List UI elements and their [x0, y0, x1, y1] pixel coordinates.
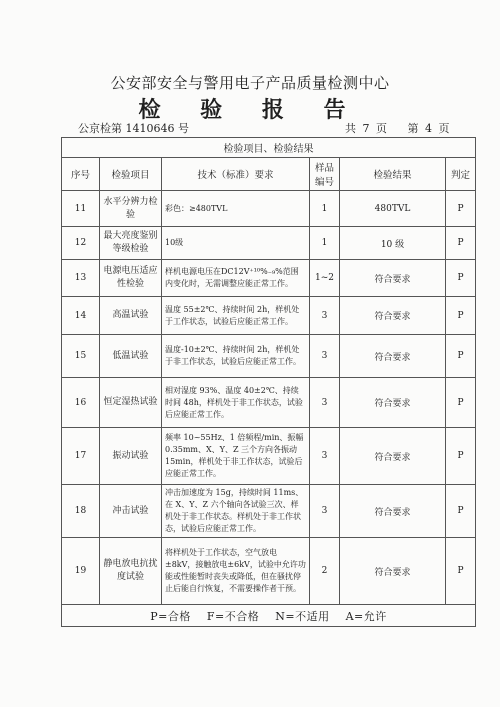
sample-number: 1 [310, 227, 340, 260]
results-table [61, 137, 476, 627]
row-number: 15 [62, 335, 100, 378]
test-item: 高温试验 [100, 297, 162, 335]
test-item: 低温试验 [100, 335, 162, 378]
test-item: 最大亮度鉴别等级检验 [100, 227, 162, 260]
table-row [62, 260, 476, 297]
test-result: 符合要求 [340, 485, 446, 538]
test-item: 电源电压适应性检验 [100, 260, 162, 297]
sample-number: 1 [310, 191, 340, 227]
table-row [62, 378, 476, 428]
test-result: 480TVL [340, 191, 446, 227]
row-number: 19 [62, 538, 100, 605]
row-number: 17 [62, 428, 100, 485]
test-result: 符合要求 [340, 297, 446, 335]
section-title: 检验项目、检验结果 [62, 138, 476, 158]
row-number: 12 [62, 227, 100, 260]
report-number: 公京检第 1410646 号 [78, 122, 189, 135]
judgement: P [446, 260, 476, 297]
test-result: 符合要求 [340, 378, 446, 428]
judgement: P [446, 378, 476, 428]
judgement: P [446, 428, 476, 485]
sample-number: 3 [310, 335, 340, 378]
sample-number: 2 [310, 538, 340, 605]
legend-pass: P=合格 [150, 609, 191, 623]
table-row [62, 485, 476, 538]
test-item: 静电放电抗扰度试验 [100, 538, 162, 605]
organization-name: 公安部安全与警用电子产品质量检测中心 [110, 74, 390, 92]
requirement: 10级 [162, 227, 310, 260]
row-number: 13 [62, 260, 100, 297]
page-indicator [345, 120, 464, 136]
page-number: 第 4 页 [407, 122, 450, 135]
row-number: 14 [62, 297, 100, 335]
column-header: 检验结果 [340, 158, 446, 191]
judgement: P [446, 191, 476, 227]
column-header: 样品编号 [310, 158, 340, 191]
test-item: 冲击试验 [100, 485, 162, 538]
legend-fail: F=不合格 [206, 609, 260, 623]
column-header: 序号 [62, 158, 100, 191]
judgement: P [446, 335, 476, 378]
requirement: 温度 55±2℃、持续时间 2h，样机处于工作状态，试验后应能正常工作。 [162, 297, 310, 335]
test-result: 10 级 [340, 227, 446, 260]
column-header: 判定 [446, 158, 476, 191]
requirement: 将样机处于工作状态，空气放电±8kV，接触放电±6kV，试验中允许功能或性能暂时丧失或降低，但在骚扰停止后能自行恢复，不需要操作者干预。 [162, 538, 310, 605]
judgement-legend [62, 605, 476, 627]
legend-allowed: A=允许 [345, 609, 387, 623]
table-row [62, 297, 476, 335]
judgement: P [446, 485, 476, 538]
requirement: 样机电源电压在DC12V⁺¹⁰%₋₉%范围内变化时，无需调整应能正常工作。 [162, 260, 310, 297]
requirement: 冲击加速度为 15g，持续时间 11ms、在 X、Y、Z 六个轴向各试验三次、样机处于非工作状态。样机处于非工作状态，试验后应能正常工作。 [162, 485, 310, 538]
table-row [62, 335, 476, 378]
sample-number: 3 [310, 428, 340, 485]
table-row [62, 191, 476, 227]
requirement: 相对湿度 93%、温度 40±2℃、持续时间 48h，样机处于非工作状态，试验后应能正常工作。 [162, 378, 310, 428]
sample-number: 3 [310, 485, 340, 538]
row-number: 11 [62, 191, 100, 227]
table-row [62, 538, 476, 605]
table-row [62, 428, 476, 485]
test-result: 符合要求 [340, 538, 446, 605]
report-title: 检 验 报 告 [138, 97, 362, 123]
row-number: 18 [62, 485, 100, 538]
test-item: 恒定湿热试验 [100, 378, 162, 428]
test-result: 符合要求 [340, 428, 446, 485]
sample-number: 3 [310, 297, 340, 335]
column-header: 技术（标准）要求 [162, 158, 310, 191]
table-header-row [62, 158, 476, 191]
sample-number: 1~2 [310, 260, 340, 297]
judgement: P [446, 227, 476, 260]
total-pages: 共 7 页 [345, 122, 387, 135]
judgement: P [446, 538, 476, 605]
requirement: 彩色：≥480TVL [162, 191, 310, 227]
row-number: 16 [62, 378, 100, 428]
test-item: 振动试验 [100, 428, 162, 485]
sample-number: 3 [310, 378, 340, 428]
legend-not-applicable: N=不适用 [275, 609, 330, 623]
requirement: 温度-10±2℃、持续时间 2h，样机处于非工作状态，试验后应能正常工作。 [162, 335, 310, 378]
test-item: 水平分辨力检验 [100, 191, 162, 227]
test-result: 符合要求 [340, 260, 446, 297]
table-row [62, 227, 476, 260]
requirement: 频率 10~55Hz、1 倍频程/min、振幅0.35mm、X、Y、Z 三个方向各振动15min，样机处于非工作状态，试验后应能正常工作。 [162, 428, 310, 485]
judgement: P [446, 297, 476, 335]
column-header: 检验项目 [100, 158, 162, 191]
test-result: 符合要求 [340, 335, 446, 378]
